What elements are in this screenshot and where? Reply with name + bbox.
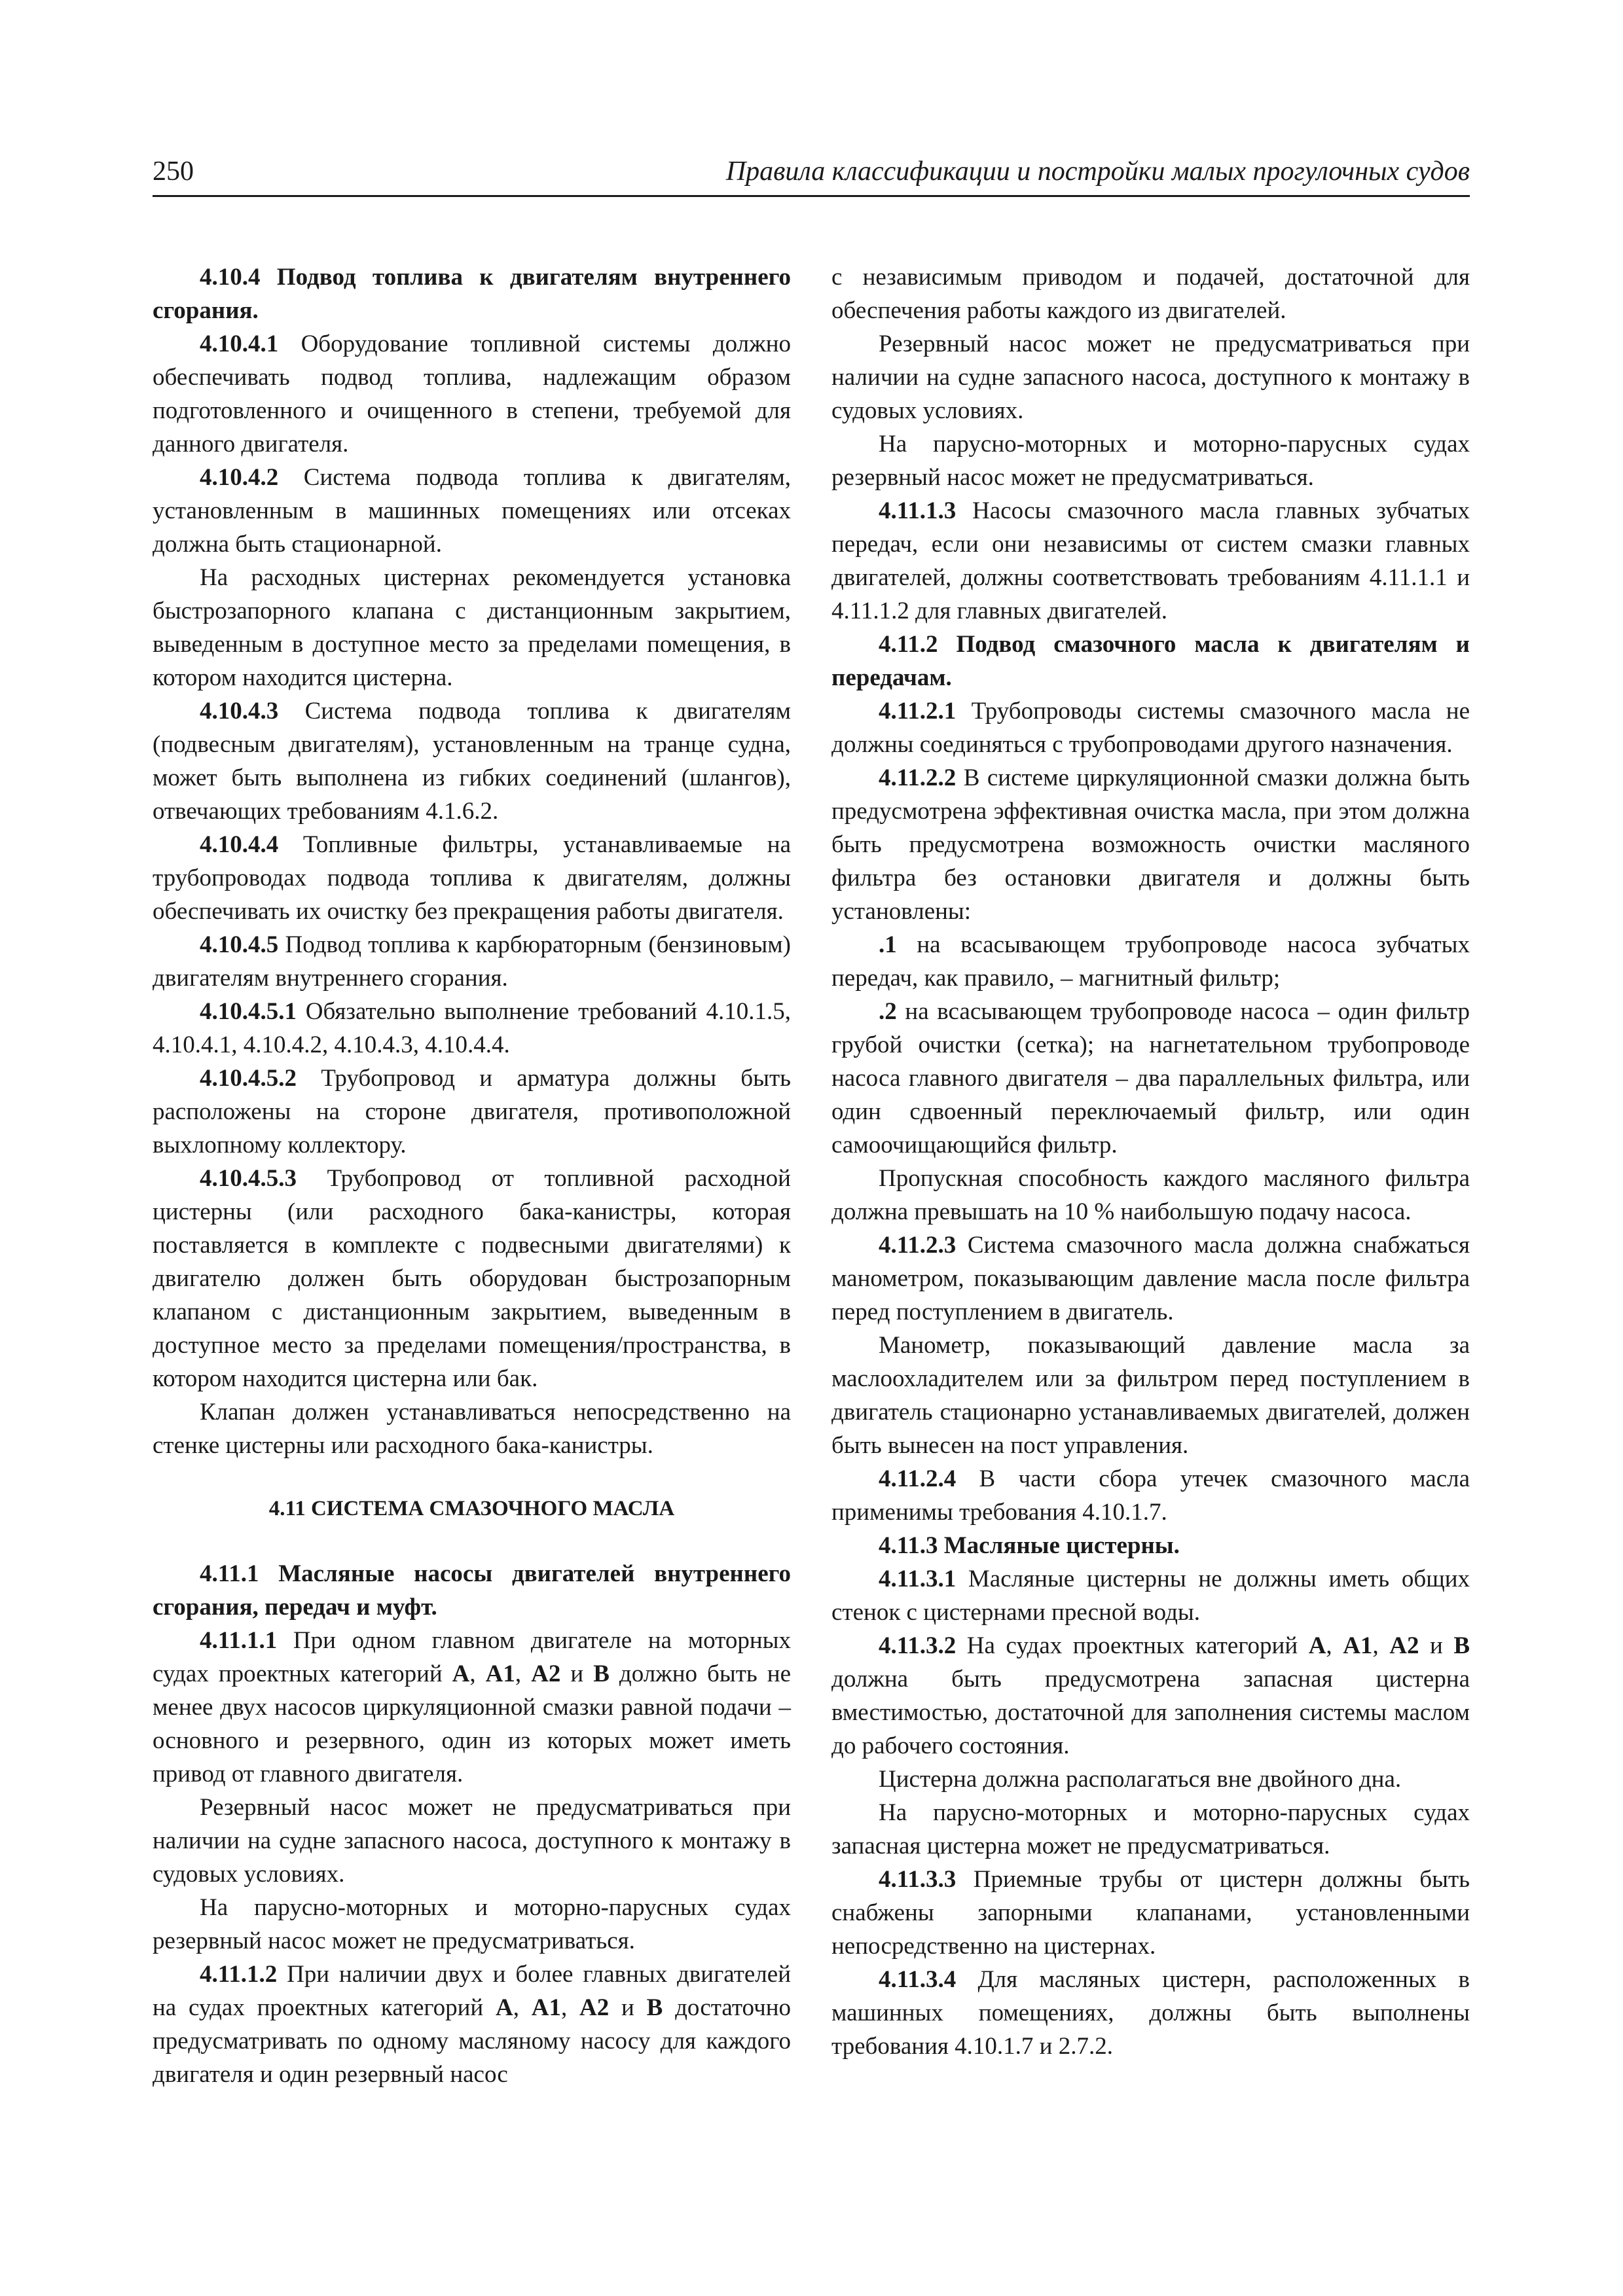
running-title: Правила классификации и постройки малых прогулочных судов <box>725 156 1470 187</box>
paragraph-text: Трубопровод и арматура должны быть расположены на стороне двигателя, противоположной выхлопному коллектору. <box>153 1065 791 1158</box>
paragraph <box>153 928 791 995</box>
paragraph-text: Резервный насос может не предусматриваться при наличии на судне запасного насоса, доступного к монтажу в судовых условиях. <box>831 331 1470 424</box>
paragraph-text: на всасывающем трубопроводе насоса – один фильтр грубой очистки (сетка); на нагнетательном трубопроводе насоса главного двигателя – два параллельных фильтра, или один сдвоенный переключаемый фильтр, или один самоочищающийся фильтр. <box>831 998 1470 1158</box>
clause-number: 4.11.1.2 <box>200 1961 278 1988</box>
paragraph-text: На расходных цистернах рекомендуется установка быстрозапорного клапана с дистанционным закрытием, выведенным в доступное место за пределами помещения, в котором находится цистерна. <box>153 564 791 691</box>
paragraph <box>153 461 791 561</box>
paragraph-text: Трубопровод от топливной расходной цистерны (или расходного бака-канистры, которая поставляется в комплекте с подвесными двигателями) к двигателю должен быть оборудован быстрозапорным клапаном с дистанционным закрытием, выведенным в доступное место за пределами помещения/пространства, в котором находится цистерна или бак. <box>153 1165 791 1392</box>
clause-number: 4.11.2.4 <box>879 1465 957 1492</box>
clause-number: 4.10.4.3 <box>200 698 279 725</box>
paragraph <box>831 995 1470 1162</box>
paragraph-text: Цистерна должна располагаться вне двойного дна. <box>879 1766 1402 1793</box>
paragraph-text: Масляные насосы двигателей внутреннего сгорания, передач и муфт. <box>153 1560 791 1621</box>
paragraph <box>831 1162 1470 1229</box>
paragraph-text: Подвод смазочного масла к двигателям и передачам. <box>831 631 1470 691</box>
paragraph <box>153 1062 791 1162</box>
paragraph <box>831 1963 1470 2063</box>
clause-number: 4.10.4.1 <box>200 331 279 357</box>
paragraph-text: Система подвода топлива к двигателям (подвесным двигателям), установленным на транце судна, может быть выполнена из гибких соединений (шлангов), отвечающих требованиям 4.1.6.2. <box>153 698 791 825</box>
paragraph <box>831 928 1470 995</box>
clause-number: 4.11.1 <box>200 1560 259 1587</box>
clause-number: 4.10.4.5.3 <box>200 1165 297 1192</box>
paragraph <box>153 1891 791 1958</box>
paragraph-text: Резервный насос может не предусматриваться при наличии на судне запасного насоса, доступного к монтажу в судовых условиях. <box>153 1794 791 1888</box>
paragraph <box>153 1791 791 1891</box>
paragraph-text: Манометр, показывающий давление масла за маслоохладителем или за фильтром перед поступлением в двигатель стационарно устанавливаемых двигателей, должен быть вынесен на пост управления. <box>831 1332 1470 1459</box>
paragraph-text: Система подвода топлива к двигателям, установленным в машинных помещениях или отсеках должна быть стационарной. <box>153 464 791 558</box>
paragraph-text: В части сбора утечек смазочного масла применимы требования 4.10.1.7. <box>831 1465 1470 1526</box>
paragraph <box>831 494 1470 628</box>
paragraph <box>153 1624 791 1791</box>
paragraph <box>831 1229 1470 1329</box>
paragraph <box>153 1958 791 2091</box>
paragraph-text: На парусно-моторных и моторно-парусных судах резервный насос может не предусматриваться. <box>831 431 1470 491</box>
clause-number: 4.11.3.3 <box>879 1866 957 1893</box>
subsection-heading <box>153 260 791 327</box>
paragraph-text: Для масляных цистерн, расположенных в машинных помещениях, должны быть выполнены требования 4.10.1.7 и 2.7.2. <box>831 1966 1470 2060</box>
paragraph <box>831 1863 1470 1963</box>
paragraph <box>831 761 1470 928</box>
paragraph <box>153 327 791 461</box>
paragraph-text: Масляные цистерны. <box>938 1532 1180 1559</box>
clause-number: 4.10.4.5.1 <box>200 998 297 1025</box>
clause-number: 4.11.1.1 <box>200 1627 278 1654</box>
subsection-heading <box>831 628 1470 694</box>
paragraph-text: При одном главном двигателе на моторных судах проектных категорий A, A1, A2 и B должно быть не менее двух насосов циркуляционной смазки равной подачи – основного и резервного, один из которых может иметь привод от главного двигателя. <box>153 1627 791 1787</box>
paragraph <box>153 1162 791 1395</box>
paragraph-text: Обязательно выполнение требований 4.10.1.5, 4.10.4.1, 4.10.4.2, 4.10.4.3, 4.10.4.4. <box>153 998 791 1058</box>
paragraph <box>831 1462 1470 1529</box>
paragraph <box>153 828 791 928</box>
clause-number: 4.10.4.5.2 <box>200 1065 297 1092</box>
clause-number: 4.11.3.4 <box>879 1966 957 1993</box>
clause-number: 4.11.2.1 <box>879 698 957 725</box>
paragraph-text: Топливные фильтры, устанавливаемые на трубопроводах подвода топлива к двигателям, должны обеспечивать их очистку без прекращения работы двигателя. <box>153 831 791 925</box>
clause-number: 4.11.3.1 <box>879 1566 957 1592</box>
paragraph-text: Оборудование топливной системы должно обеспечивать подвод топлива, надлежащим образом подготовленного и очищенного в степени, требуемой для данного двигателя. <box>153 331 791 457</box>
page-number: 250 <box>153 156 194 187</box>
paragraph-text: Подвод топлива к двигателям внутреннего сгорания. <box>153 264 791 324</box>
subsection-heading <box>153 1557 791 1624</box>
paragraph <box>831 1763 1470 1796</box>
paragraph-text: на всасывающем трубопроводе насоса зубчатых передач, как правило, – магнитный фильтр; <box>831 931 1470 992</box>
section-heading: 4.11 СИСТЕМА СМАЗОЧНОГО МАСЛА <box>268 1497 675 1520</box>
paragraph-text: Приемные трубы от цистерн должны быть снабжены запорными клапанами, установленными непосредственно на цистернах. <box>831 1866 1470 1960</box>
clause-number: 4.11.2 <box>879 631 938 658</box>
clause-number: 4.10.4.4 <box>200 831 279 858</box>
paragraph <box>831 260 1470 327</box>
clause-number: 4.10.4 <box>200 264 261 291</box>
paragraph-text: Масляные цистерны не должны иметь общих стенок с цистернами пресной воды. <box>831 1566 1470 1626</box>
paragraph-text: с независимым приводом и подачей, достаточной для обеспечения работы каждого из двигателей. <box>831 264 1470 324</box>
clause-number: 4.11.1.3 <box>879 497 957 524</box>
paragraph-text: Система смазочного масла должна снабжаться манометром, показывающим давление масла после фильтра перед поступлением в двигатель. <box>831 1232 1470 1325</box>
page-header <box>153 154 1470 197</box>
subsection-heading <box>831 1529 1470 1562</box>
paragraph <box>153 694 791 828</box>
clause-number: 4.10.4.5 <box>200 931 279 958</box>
paragraph <box>831 1796 1470 1863</box>
paragraph <box>831 694 1470 761</box>
paragraph-text: На парусно-моторных и моторно-парусных судах запасная цистерна может не предусматриваться. <box>831 1799 1470 1859</box>
paragraph <box>831 1329 1470 1462</box>
paragraph-text: Подвод топлива к карбюраторным (бензиновым) двигателям внутреннего сгорания. <box>153 931 791 992</box>
clause-number: 4.11.3.2 <box>879 1632 957 1659</box>
clause-number: .1 <box>879 931 897 958</box>
paragraph <box>831 1629 1470 1763</box>
paragraph-text: Насосы смазочного масла главных зубчатых передач, если они независимы от систем смазки главных двигателей, должны соответствовать требованиям 4.11.1.1 и 4.11.1.2 для главных двигателей. <box>831 497 1470 624</box>
paragraph-text: На судах проектных категорий A, A1, A2 и B должна быть предусмотрена запасная цистерна вместимостью, достаточной для заполнения системы маслом до рабочего состояния. <box>831 1632 1470 1759</box>
clause-number: 4.11.2.3 <box>879 1232 957 1259</box>
paragraph-text: В системе циркуляционной смазки должна быть предусмотрена эффективная очистка масла, при этом должна быть предусмотрена возможность очистки масляного фильтра без остановки двигателя и должны быть установлены: <box>831 764 1470 925</box>
clause-number: 4.11.2.2 <box>879 764 957 791</box>
paragraph-text: Трубопроводы системы смазочного масла не должны соединяться с трубопроводами другого назначения. <box>831 698 1470 758</box>
paragraph-text: На парусно-моторных и моторно-парусных судах резервный насос может не предусматриваться. <box>153 1894 791 1954</box>
paragraph <box>831 1562 1470 1629</box>
paragraph <box>153 995 791 1062</box>
paragraph <box>153 1395 791 1462</box>
paragraph <box>831 427 1470 494</box>
paragraph <box>831 327 1470 427</box>
right-column <box>831 260 1470 2063</box>
paragraph-text: При наличии двух и более главных двигателей на судах проектных категорий A, A1, A2 и B достаточно предусматривать по одному масляному насосу для каждого двигателя и один резервный насос <box>153 1961 791 2088</box>
clause-number: 4.11.3 <box>879 1532 938 1559</box>
clause-number: .2 <box>879 998 897 1025</box>
paragraph-text: Клапан должен устанавливаться непосредственно на стенке цистерны или расходного бака-канистры. <box>153 1399 791 1459</box>
clause-number: 4.10.4.2 <box>200 464 279 491</box>
paragraph <box>153 561 791 694</box>
paragraph-text: Пропускная способность каждого масляного фильтра должна превышать на 10 % наибольшую подачу насоса. <box>831 1165 1470 1225</box>
left-column <box>153 260 791 2091</box>
